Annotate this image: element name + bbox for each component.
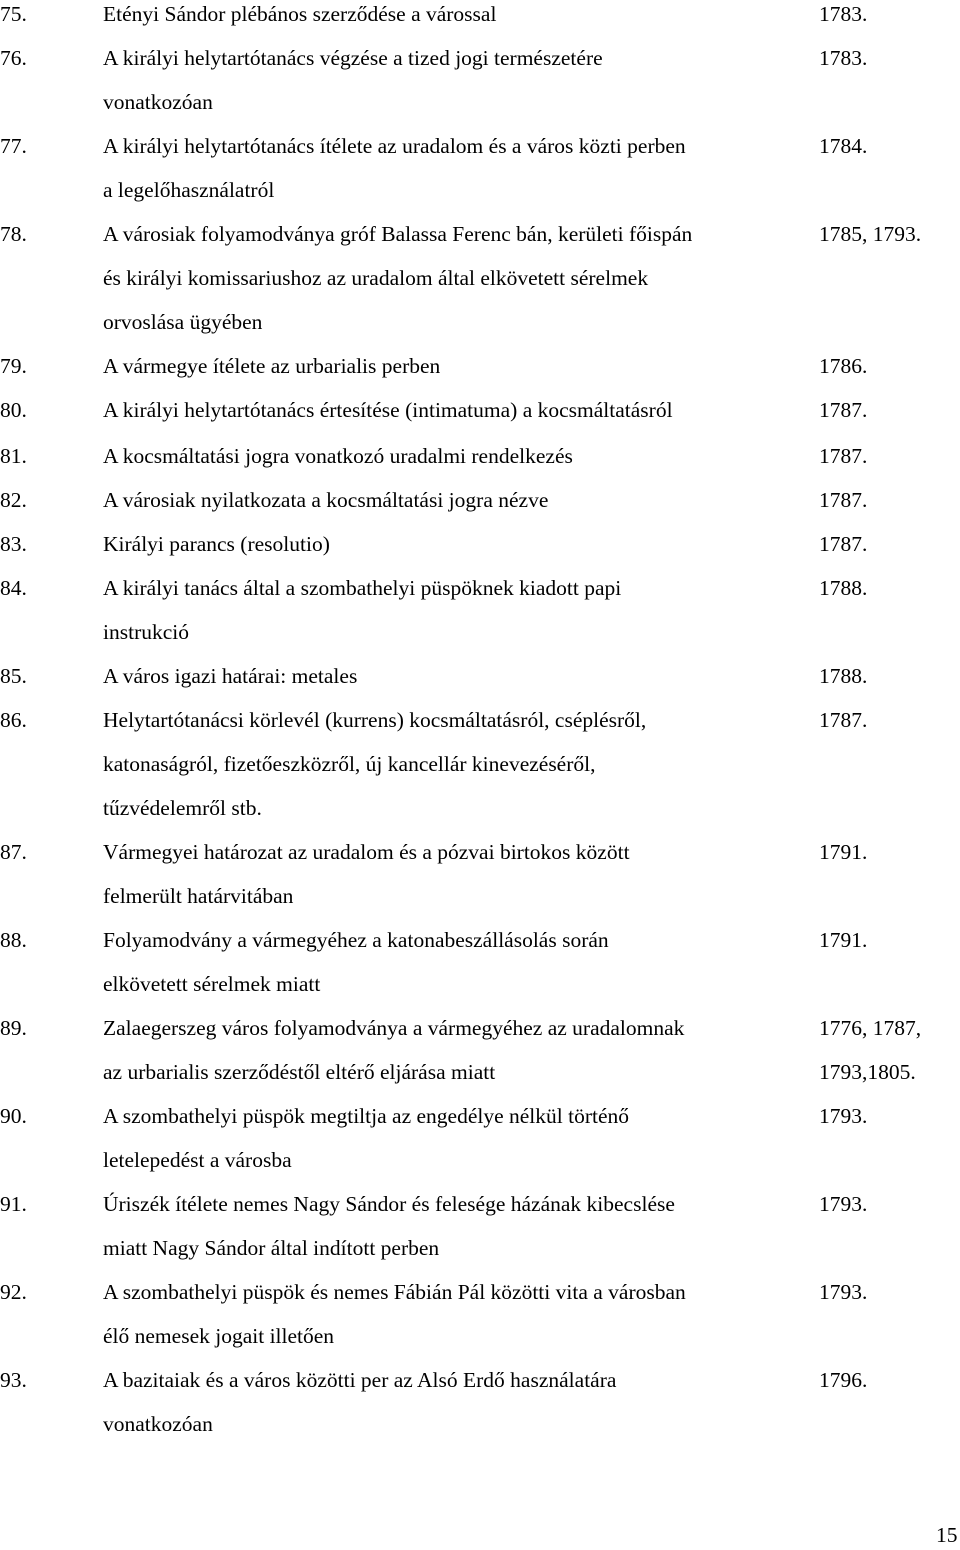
entry-number: 83. xyxy=(0,532,27,556)
entry-text: Etényi Sándor plébános szerződése a várossal xyxy=(103,2,497,26)
entry-number: 77. xyxy=(0,134,27,158)
entry-text: tűzvédelemről stb. xyxy=(103,796,262,820)
entry-year: 1793. xyxy=(819,1280,868,1304)
entry-line xyxy=(0,786,960,830)
entry-year: 1788. xyxy=(819,576,868,600)
entry-text: a legelőhasználatról xyxy=(103,178,275,202)
entry-number: 75. xyxy=(0,2,27,26)
entry-text: Úriszék ítélete nemes Nagy Sándor és felesége házának kibecslése xyxy=(103,1192,675,1216)
entry-line xyxy=(0,1358,960,1402)
entry-number: 82. xyxy=(0,488,27,512)
entry-year: 1785, 1793. xyxy=(819,222,922,246)
list-item xyxy=(0,1094,960,1182)
entry-text: A városiak folyamodványa gróf Balassa Ferenc bán, kerületi főispán xyxy=(103,222,693,246)
list-item xyxy=(0,124,960,212)
entry-line xyxy=(0,1314,960,1358)
entry-number: 79. xyxy=(0,354,27,378)
entry-text: felmerült határvitában xyxy=(103,884,294,908)
entry-text: Királyi parancs (resolutio) xyxy=(103,532,330,556)
entry-line xyxy=(0,522,960,566)
entry-text: A városiak nyilatkozata a kocsmáltatási jogra nézve xyxy=(103,488,549,512)
entry-text: A kocsmáltatási jogra vonatkozó uradalmi rendelkezés xyxy=(103,444,573,468)
entry-text: elkövetett sérelmek miatt xyxy=(103,972,321,996)
entry-line xyxy=(0,1094,960,1138)
entry-year: 1791. xyxy=(819,928,868,952)
entry-line xyxy=(0,300,960,344)
entry-text: A város igazi határai: metales xyxy=(103,664,358,688)
list-item xyxy=(0,434,960,478)
entry-year: 1793,1805. xyxy=(819,1060,916,1084)
entry-text: Vármegyei határozat az uradalom és a pózvai birtokos között xyxy=(103,840,630,864)
list-item xyxy=(0,212,960,344)
entry-line xyxy=(0,742,960,786)
entry-number: 80. xyxy=(0,398,27,422)
entry-line xyxy=(0,36,960,80)
entry-line xyxy=(0,478,960,522)
entry-number: 92. xyxy=(0,1280,27,1304)
entry-text: és királyi komissariushoz az uradalom által elkövetett sérelmek xyxy=(103,266,649,290)
entry-text: instrukció xyxy=(103,620,189,644)
entry-text: A vármegye ítélete az urbarialis perben xyxy=(103,354,441,378)
entry-line xyxy=(0,212,960,256)
entry-year: 1784. xyxy=(819,134,868,158)
entry-line xyxy=(0,698,960,742)
entry-text: Folyamodvány a vármegyéhez a katonabeszállásolás során xyxy=(103,928,609,952)
entry-year: 1787. xyxy=(819,444,868,468)
entry-line xyxy=(0,654,960,698)
entry-line xyxy=(0,1006,960,1050)
list-item xyxy=(0,830,960,918)
entry-line xyxy=(0,168,960,212)
entry-line xyxy=(0,962,960,1006)
list-item xyxy=(0,36,960,124)
list-item xyxy=(0,566,960,654)
entry-text: Zalaegerszeg város folyamodványa a vármegyéhez az uradalomnak xyxy=(103,1016,685,1040)
entry-year: 1787. xyxy=(819,532,868,556)
entry-line xyxy=(0,1138,960,1182)
list-item xyxy=(0,1270,960,1358)
entry-text: A királyi helytartótanács ítélete az uradalom és a város közti perben xyxy=(103,134,686,158)
entry-year: 1788. xyxy=(819,664,868,688)
list-item xyxy=(0,0,960,36)
entry-year: 1793. xyxy=(819,1192,868,1216)
entry-year: 1787. xyxy=(819,708,868,732)
entry-number: 78. xyxy=(0,222,27,246)
entry-line xyxy=(0,388,960,432)
entry-line xyxy=(0,610,960,654)
entry-text: A szombathelyi püspök és nemes Fábián Pál közötti vita a városban xyxy=(103,1280,686,1304)
page-number: 15 xyxy=(936,1523,958,1547)
entry-line xyxy=(0,0,960,36)
entry-year: 1796. xyxy=(819,1368,868,1392)
entry-text: katonaságról, fizetőeszközről, új kancellár kinevezéséről, xyxy=(103,752,596,776)
list-item xyxy=(0,1006,960,1094)
list-item xyxy=(0,522,960,566)
entry-year: 1791. xyxy=(819,840,868,864)
entry-line xyxy=(0,80,960,124)
entry-line xyxy=(0,1050,960,1094)
entry-year: 1793. xyxy=(819,1104,868,1128)
entry-year: 1783. xyxy=(819,46,868,70)
entry-text: A bazitaiak és a város közötti per az Alsó Erdő használatára xyxy=(103,1368,617,1392)
entry-number: 87. xyxy=(0,840,27,864)
entry-text: letelepedést a városba xyxy=(103,1148,292,1172)
entry-text: A királyi tanács által a szombathelyi püspöknek kiadott papi xyxy=(103,576,622,600)
entry-text: A szombathelyi püspök megtiltja az engedélye nélkül történő xyxy=(103,1104,630,1128)
entry-line xyxy=(0,344,960,388)
entry-text: Helytartótanácsi körlevél (kurrens) kocsmáltatásról, cséplésről, xyxy=(103,708,647,732)
entry-text: A királyi helytartótanács értesítése (intimatuma) a kocsmáltatásról xyxy=(103,398,673,422)
entry-text: vonatkozóan xyxy=(103,1412,213,1436)
entry-number: 89. xyxy=(0,1016,27,1040)
entry-text: miatt Nagy Sándor által indított perben xyxy=(103,1236,440,1260)
entry-year: 1787. xyxy=(819,398,868,422)
entry-text: élő nemesek jogait illetően xyxy=(103,1324,335,1348)
entry-year: 1783. xyxy=(819,2,868,26)
list-item xyxy=(0,388,960,432)
list-item xyxy=(0,654,960,698)
entry-line xyxy=(0,918,960,962)
entry-number: 86. xyxy=(0,708,27,732)
entry-line xyxy=(0,434,960,478)
entry-year: 1776, 1787, xyxy=(819,1016,922,1040)
entry-line xyxy=(0,1182,960,1226)
entry-number: 85. xyxy=(0,664,27,688)
entry-year: 1787. xyxy=(819,488,868,512)
entry-text: A királyi helytartótanács végzése a tized jogi természetére xyxy=(103,46,603,70)
entry-year: 1786. xyxy=(819,354,868,378)
list-item xyxy=(0,698,960,830)
list-item xyxy=(0,344,960,388)
entry-text: orvoslása ügyében xyxy=(103,310,263,334)
entry-line xyxy=(0,1270,960,1314)
entry-number: 90. xyxy=(0,1104,27,1128)
entry-text: vonatkozóan xyxy=(103,90,213,114)
list-item xyxy=(0,1182,960,1270)
entry-line xyxy=(0,1226,960,1270)
entry-line xyxy=(0,1402,960,1446)
entry-number: 93. xyxy=(0,1368,27,1392)
entry-line xyxy=(0,830,960,874)
list-item xyxy=(0,918,960,1006)
entry-line xyxy=(0,124,960,168)
entry-number: 88. xyxy=(0,928,27,952)
entry-line xyxy=(0,256,960,300)
list-item xyxy=(0,1358,960,1446)
entry-line xyxy=(0,566,960,610)
entry-number: 76. xyxy=(0,46,27,70)
entry-text: az urbarialis szerződéstől eltérő eljárása miatt xyxy=(103,1060,496,1084)
entry-number: 91. xyxy=(0,1192,27,1216)
entry-line xyxy=(0,874,960,918)
entry-number: 81. xyxy=(0,444,27,468)
entry-number: 84. xyxy=(0,576,27,600)
list-item xyxy=(0,478,960,522)
